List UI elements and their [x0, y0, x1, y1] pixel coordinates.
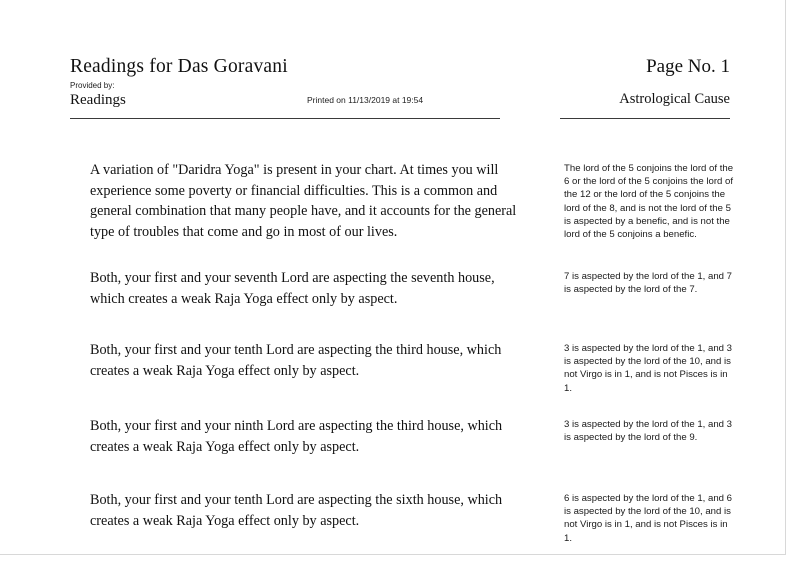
reading-text: Both, your first and your ninth Lord are aspecting the third house, which creates a weak Raja Yoga effect only by aspect. — [90, 418, 503, 455]
reading-text: Both, your first and your tenth Lord are aspecting the third house, which creates a weak Raja Yoga effect only by aspect. — [90, 342, 502, 379]
page-number: Page No. 1 — [646, 56, 730, 77]
reading-text: Both, your first and your tenth Lord are aspecting the sixth house, which creates a weak Raja Yoga effect only by aspect. — [90, 492, 503, 529]
provided-by-row — [70, 91, 500, 109]
reading-cause: 3 is aspected by the lord of the 1, and 3 is aspected by the lord of the 10, and is not Virgo is in 1, and is not Pisces is in 1. — [564, 343, 733, 394]
reading-cause: 7 is aspected by the lord of the 1, and 7 is aspected by the lord of the 7. — [564, 271, 733, 296]
header-left-block — [70, 55, 500, 109]
header-right-block — [560, 55, 730, 108]
reading-entry — [70, 160, 734, 268]
header-rule-right — [560, 118, 730, 119]
reading-entry — [70, 268, 733, 340]
reading-text: Both, your first and your seventh Lord are aspecting the seventh house, which creates a weak Raja Yoga effect only by aspect. — [90, 270, 495, 307]
reading-entry — [70, 490, 733, 564]
reading-text: A variation of "Daridra Yoga" is present in your chart. At times you will experience some poverty or financial difficulties. This is a common and general combination that many people have, and it accounts for the general type of troubles that come and go in most of our lives. — [90, 162, 517, 240]
printed-on-timestamp: Printed on 11/13/2019 at 19:54 — [307, 95, 424, 105]
reading-entry — [70, 340, 733, 416]
reading-cause: The lord of the 5 conjoins the lord of the 6 or the lord of the 5 conjoins the lord of the 12 or the lord of the 5 conjoins the lord of the 8, and is not the lord of the 5 is aspected by a benefic, and is not the lord of the 5 conjoins a benefic. — [564, 163, 734, 241]
page-title: Readings for Das Goravani — [70, 56, 288, 77]
provided-by-label: Provided by: — [70, 81, 115, 90]
page-edge-right — [785, 0, 786, 555]
provided-by-value: Readings — [70, 92, 126, 108]
reading-entry — [70, 416, 733, 490]
reading-cause: 6 is aspected by the lord of the 1, and 6 is aspected by the lord of the 10, and is not Virgo is in 1, and is not Pisces is in 1. — [564, 493, 733, 544]
readings-list — [70, 160, 734, 564]
column-header-astrological-cause: Astrological Cause — [619, 91, 730, 107]
reading-cause: 3 is aspected by the lord of the 1, and 3 is aspected by the lord of the 9. — [564, 419, 733, 444]
header-rule-left — [70, 118, 500, 119]
document-header — [70, 55, 730, 125]
